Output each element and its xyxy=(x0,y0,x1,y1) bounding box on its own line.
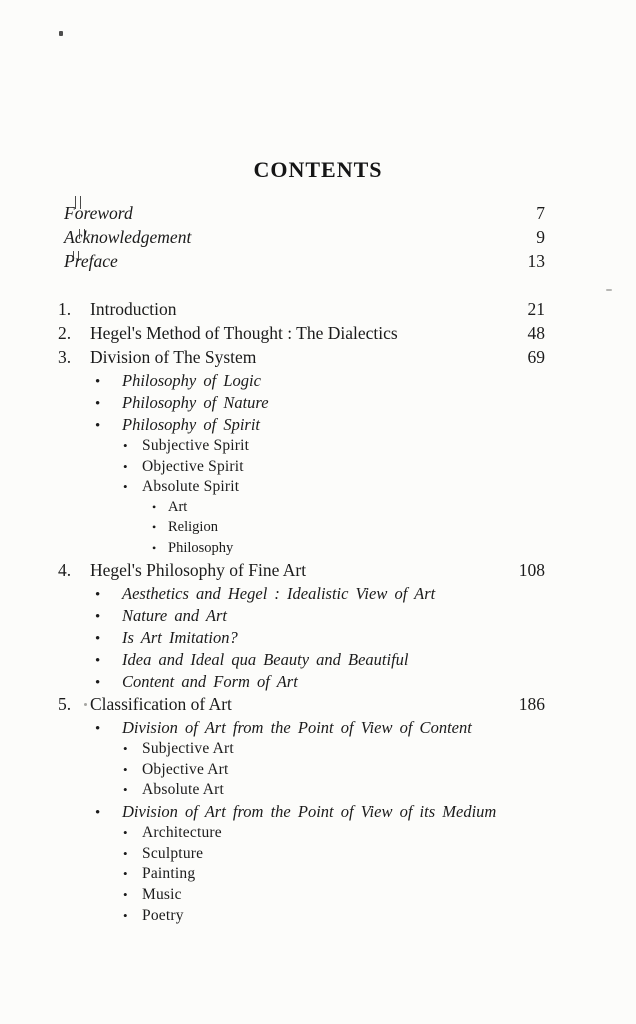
toc-subentry xyxy=(58,606,545,628)
toc-subentry xyxy=(58,437,545,458)
entry-label: Sculpture xyxy=(142,844,204,862)
toc-subentry xyxy=(58,886,545,907)
entry-label: Objective Art xyxy=(142,760,229,778)
bullet-icon: • xyxy=(123,479,128,495)
toc-subentry xyxy=(58,458,545,479)
toc-subentry xyxy=(58,499,545,519)
bullet-icon: • xyxy=(123,887,128,903)
chapter-number: 1. xyxy=(58,299,72,319)
scan-speck xyxy=(606,289,612,291)
toc-subentry xyxy=(58,740,545,761)
entry-label: Absolute Spirit xyxy=(142,478,240,496)
toc-entry xyxy=(58,694,545,718)
toc-subentry xyxy=(58,865,545,886)
toc-entry xyxy=(58,251,545,275)
bullet-icon: • xyxy=(123,761,128,777)
chapter-number: 4. xyxy=(58,559,72,580)
bullet-icon: • xyxy=(95,630,101,647)
page-number: 13 xyxy=(527,251,545,271)
entry-label: Content and Form of Art xyxy=(122,671,298,691)
toc-subentry xyxy=(58,415,545,437)
entry-label: Idea and Ideal qua Beauty and Beautiful xyxy=(122,649,409,669)
front-matter-list xyxy=(58,203,545,275)
toc-entry xyxy=(58,299,545,323)
toc-entry xyxy=(58,560,545,584)
entry-label: Objective Spirit xyxy=(142,457,244,475)
toc-subentry xyxy=(58,761,545,782)
bullet-icon: • xyxy=(123,825,128,841)
ink-mark xyxy=(75,196,81,209)
entry-label: Nature and Art xyxy=(122,605,228,625)
entry-label: Preface xyxy=(64,251,118,271)
entry-label: Philosophy of Logic xyxy=(122,371,261,390)
ink-mark xyxy=(73,251,79,261)
entry-label: Foreword xyxy=(64,203,133,223)
toc-entry xyxy=(58,203,545,227)
bullet-icon: • xyxy=(123,907,128,923)
entry-label: Acknowledgement xyxy=(64,227,192,247)
entry-label: Division of Art from the Point of View of its Medium xyxy=(122,802,497,822)
page-number: 48 xyxy=(527,323,545,343)
page-number: 186 xyxy=(518,693,545,714)
entry-label: Painting xyxy=(142,865,196,883)
bullet-icon: • xyxy=(95,608,101,625)
entry-label: Architecture xyxy=(142,824,222,842)
bullet-icon: • xyxy=(123,458,128,474)
toc-subentry xyxy=(58,519,545,539)
entry-label: Classification of Art xyxy=(90,693,232,714)
entry-label: Hegel's Philosophy of Fine Art xyxy=(90,559,307,580)
ink-mark xyxy=(79,229,85,239)
page-number: 108 xyxy=(518,559,545,580)
toc-entry xyxy=(58,323,545,347)
toc-subentry xyxy=(58,718,545,740)
entry-label: Philosophy of Spirit xyxy=(122,415,260,434)
toc-subentry xyxy=(58,393,545,415)
entry-label: Religion xyxy=(168,519,218,536)
chapter-number: 2. xyxy=(58,323,72,343)
bullet-icon: • xyxy=(123,438,128,453)
toc-entry-list xyxy=(58,299,545,927)
entry-label: Introduction xyxy=(90,299,177,319)
toc-subentry xyxy=(58,907,545,928)
bullet-icon: • xyxy=(95,674,101,691)
toc-entry xyxy=(58,347,545,371)
toc-subentry xyxy=(58,628,545,650)
toc-entry xyxy=(58,227,545,251)
page-title: CONTENTS xyxy=(253,157,383,182)
bullet-icon: • xyxy=(95,374,101,390)
entry-label: Art xyxy=(168,499,188,516)
toc-subentry xyxy=(58,540,545,560)
entry-label: Music xyxy=(142,886,182,904)
toc-subentry xyxy=(58,584,545,606)
bullet-icon: • xyxy=(95,418,101,434)
chapter-number: 3. xyxy=(58,347,72,367)
bullet-icon: • xyxy=(95,396,101,412)
bullet-icon: • xyxy=(152,540,157,555)
entry-label: Aesthetics and Hegel : Idealistic View of Art xyxy=(122,583,436,603)
scan-speck xyxy=(84,703,87,706)
toc-subentry xyxy=(58,845,545,866)
bullet-icon: • xyxy=(95,720,101,737)
entry-label: Subjective Spirit xyxy=(142,437,250,454)
bullet-icon: • xyxy=(123,782,128,798)
page-number: 9 xyxy=(536,227,545,247)
page-number: 7 xyxy=(536,203,545,223)
scan-speck xyxy=(59,31,63,36)
entry-label: Division of The System xyxy=(90,347,257,367)
chapter-number: 5. xyxy=(58,693,72,714)
bullet-icon: • xyxy=(152,500,157,515)
entry-label: Is Art Imitation? xyxy=(122,627,238,647)
page-number: 69 xyxy=(527,347,545,367)
toc-subentry xyxy=(58,478,545,499)
entry-label: Philosophy of Nature xyxy=(122,393,269,412)
toc-subentry xyxy=(58,650,545,672)
toc-subentry xyxy=(58,802,545,824)
entry-label: Subjective Art xyxy=(142,739,234,757)
bullet-icon: • xyxy=(95,805,101,822)
entry-label: Hegel's Method of Thought : The Dialectics xyxy=(90,323,398,343)
toc-subentry xyxy=(58,824,545,845)
entry-label: Absolute Art xyxy=(142,781,225,799)
entry-label: Division of Art from the Point of View of Content xyxy=(122,717,472,737)
toc-subentry xyxy=(58,781,545,802)
page-number: 21 xyxy=(527,299,545,319)
bullet-icon: • xyxy=(95,652,101,669)
entry-label: Philosophy xyxy=(168,539,234,556)
bullet-icon: • xyxy=(123,866,128,882)
bullet-icon: • xyxy=(152,520,157,535)
entry-label: Poetry xyxy=(142,906,184,924)
bullet-icon: • xyxy=(123,740,128,756)
toc-subentry xyxy=(58,371,545,393)
bullet-icon: • xyxy=(123,845,128,861)
toc-subentry xyxy=(58,672,545,694)
bullet-icon: • xyxy=(95,586,101,603)
